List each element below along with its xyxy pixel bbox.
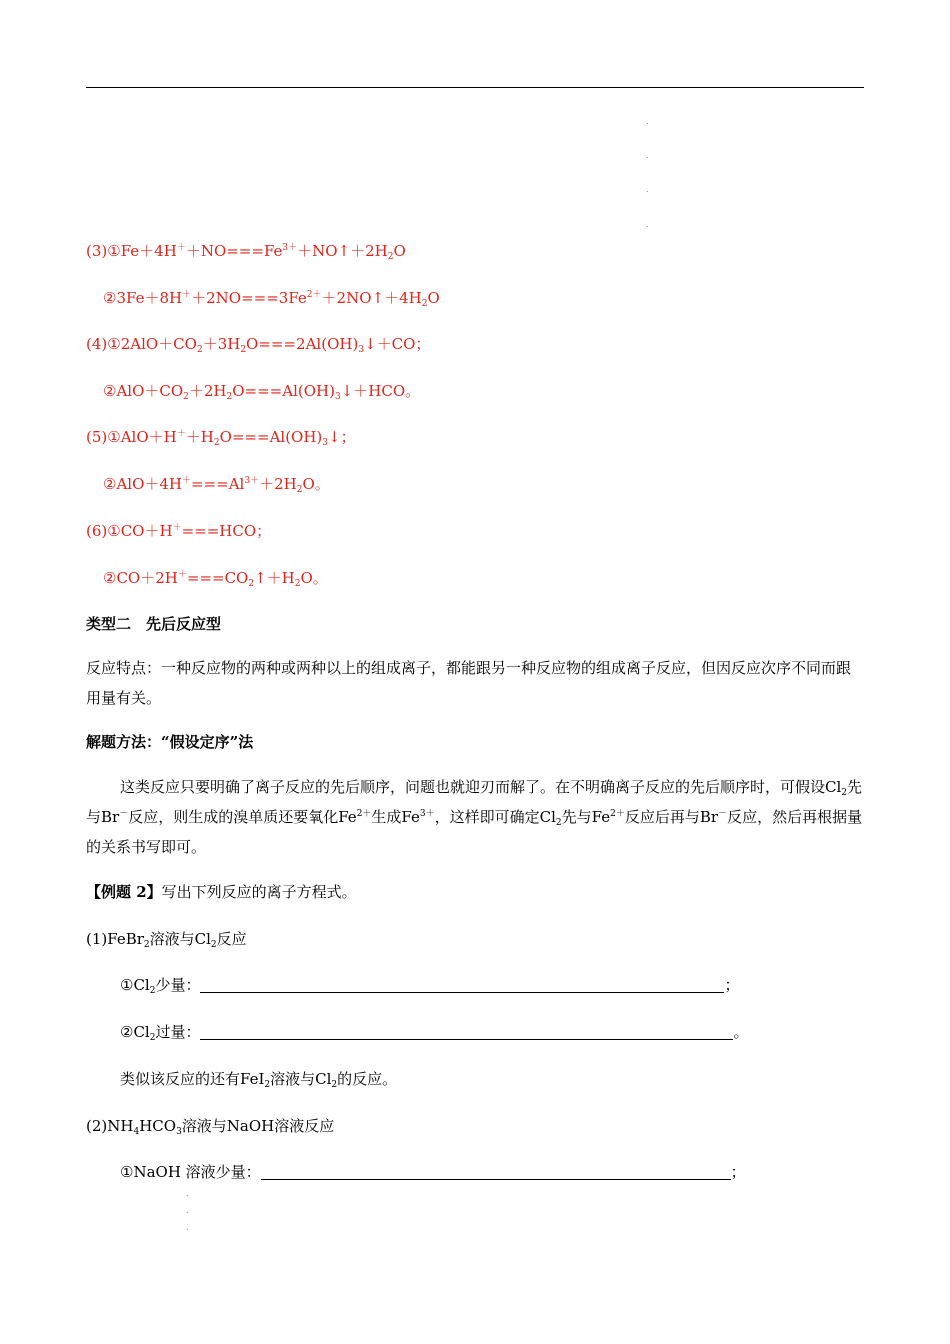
answer-blank[interactable] xyxy=(200,978,724,993)
question-2: $(2)NH_4HCO_3$溶液与NaOH溶液反应 xyxy=(86,1117,335,1137)
margin-dot: . xyxy=(186,1189,189,1198)
margin-dot: . xyxy=(646,185,649,194)
question-1-note: 类似该反应的还有FeI$_2$溶液与$Cl_2$的反应。 xyxy=(120,1070,398,1090)
margin-dot: . xyxy=(186,1206,189,1215)
answer-3-1: $(3)①Fe+4H^++NO===Fe^{3+}+NO↑+2H_2O$ xyxy=(86,242,406,262)
question-1: (1)FeBr$_2$溶液与$Cl_2$反应 xyxy=(86,930,247,950)
margin-dot: . xyxy=(646,220,649,229)
question-1a: $①Cl_2$少量： ； xyxy=(120,976,740,996)
method-heading: 解题方法：“假设定序”法 xyxy=(86,733,254,751)
feature-paragraph: 反应特点：一种反应物的两种或两种以上的组成离子，都能跟另一种反应物的组成离子反应，但因反应次序不同而跟用量有关。 xyxy=(86,659,852,707)
answer-5-1: $(5)①AlO+H^++H_2O===Al(OH)_3↓$； xyxy=(86,428,356,448)
margin-dot: . xyxy=(646,117,649,126)
answer-3-2: $②3Fe+8H^++2NO===3Fe^{2+}+2NO↑+4H_2O$ xyxy=(103,289,440,309)
question-2a: ①NaOH 溶液少量： ； xyxy=(120,1163,746,1181)
answer-blank[interactable] xyxy=(261,1165,731,1180)
answer-4-2: $②AlO+CO_2+2H_2O===Al(OH)_3↓+HCO$。 xyxy=(103,382,421,402)
margin-dot: . xyxy=(186,1223,189,1232)
margin-dot: . xyxy=(646,151,649,160)
answer-5-2: $②AlO+4H^+===Al^{3+}+2H_2O$。 xyxy=(103,475,330,495)
answer-4-1: $(4)①2AlO+CO_2+3H_2O===2Al(OH)_3↓+CO$； xyxy=(86,335,431,355)
question-1b: $②Cl_2$过量： 。 xyxy=(120,1023,749,1043)
section-heading: 类型二 先后反应型 xyxy=(86,615,222,633)
answer-blank[interactable] xyxy=(200,1025,733,1040)
header-rule xyxy=(86,87,864,88)
answer-6-2: $②CO+2H^+===CO_2↑+H_2O$。 xyxy=(103,569,328,589)
method-paragraph: 这类反应只要明确了离子反应的先后顺序，问题也就迎刃而解了。在不明确离子反应的先后顺序时，可假设$Cl_2$先与Br－反应，则生成的溴单质还要氧化$Fe^{2+}$生成$Fe^{3+}$，这样即可确定$Cl_2$先与$Fe^{2+}$反应后再与Br－反应，然后再根据量的关系书写即可。 xyxy=(86,778,863,856)
example-title: 【例题 2】写出下列反应的离子方程式。 xyxy=(86,883,357,901)
answer-6-1: (6)①CO＋H＋===HCO； xyxy=(86,522,272,540)
